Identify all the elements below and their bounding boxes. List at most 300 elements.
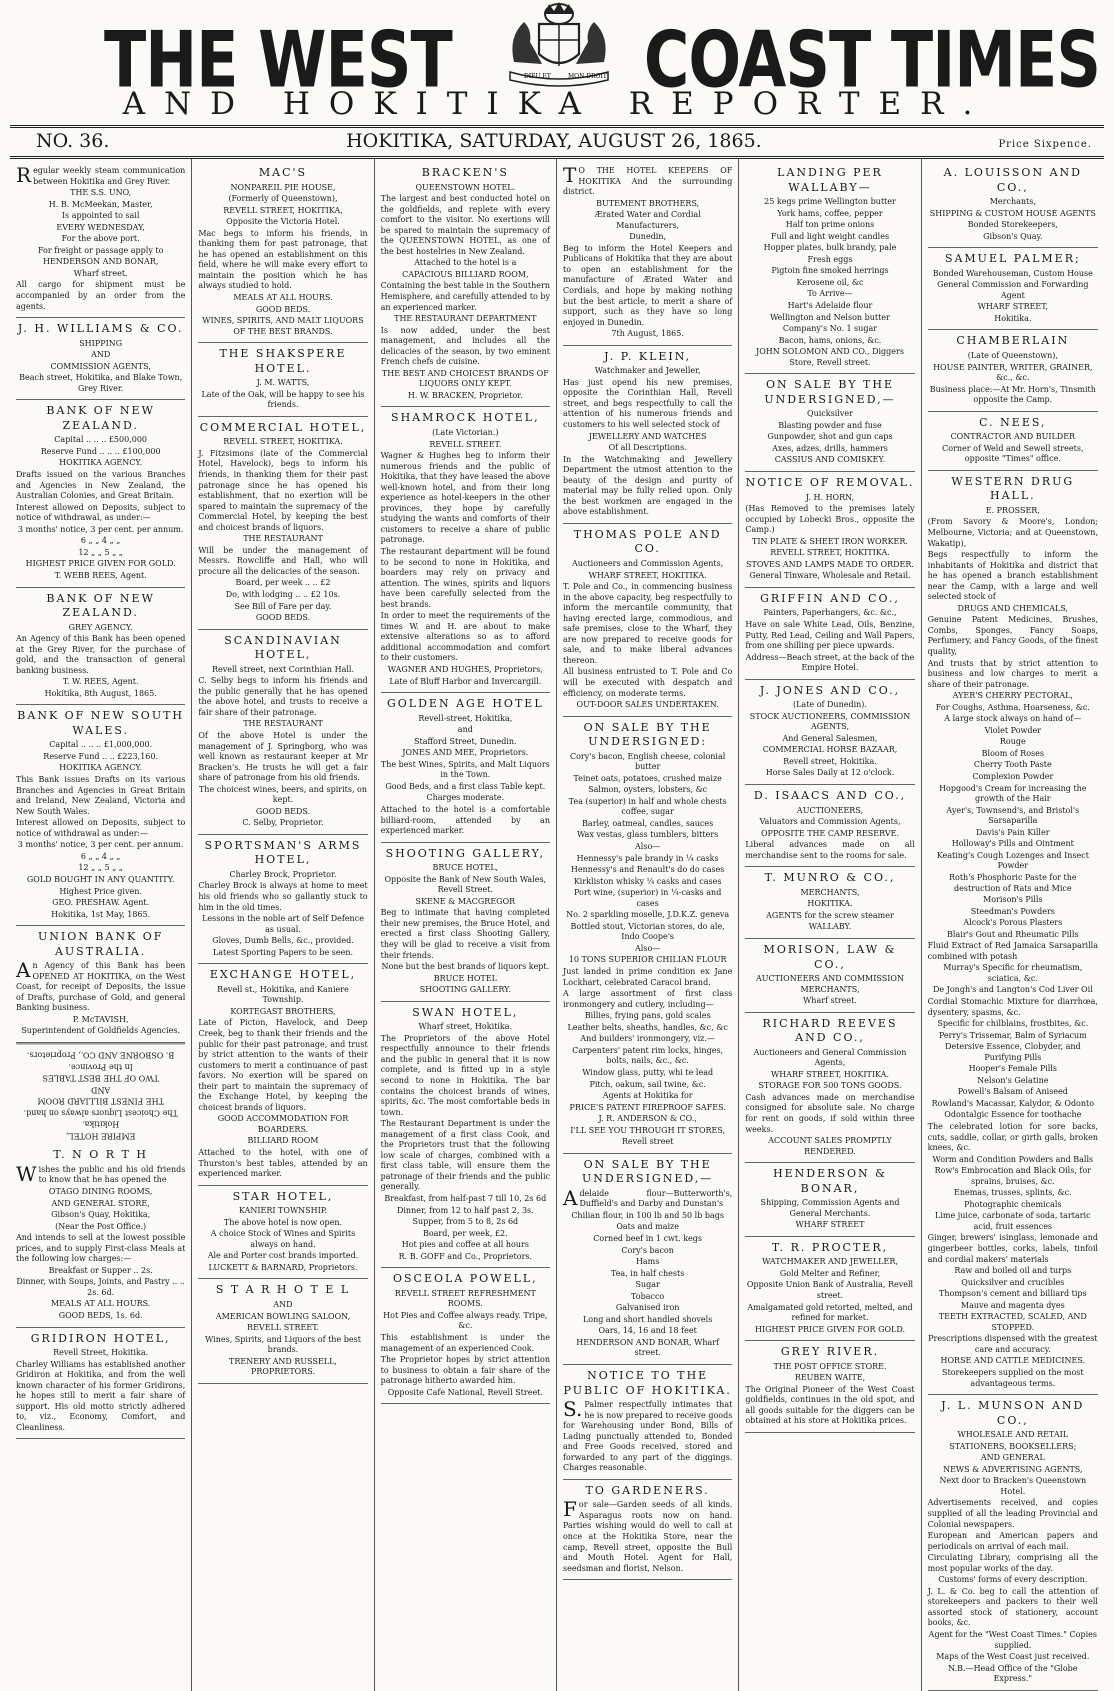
advertisement-line: Fluid Extract of Red Jamaica Sarsaparilla combined with potash: [927, 941, 1098, 961]
advertisement-line: Murray's Specific for rheumatism, sciatica, &c.: [943, 963, 1083, 983]
advertisement: [563, 1154, 732, 1365]
advertisement-line: All cargo for shipment must be accompanied by an order from the agents.: [16, 280, 186, 311]
advertisement-line: Bonded Warehouseman, Custom House: [932, 268, 1093, 278]
advertisement-line: Reserve Fund .. .. £223,160.: [43, 751, 159, 761]
advertisement: [745, 1163, 914, 1237]
advertisement-line: Hokitika, 1st May, 1865.: [51, 909, 151, 919]
advertisement-heading: BANK OF NEW ZEALAND.: [46, 404, 155, 432]
masthead-title-right: COAST TIMES: [643, 14, 1100, 106]
advertisement-line: WHOLESALE AND RETAIL: [957, 1430, 1069, 1440]
advertisement-line: Dinner, from 12 to half past 2, 3s.: [396, 1205, 534, 1215]
advertisement: [745, 472, 914, 588]
advertisement-line: Adelaide flour—Butterworth's, Duffield's and Darby and Dunstan's: [562, 1185, 733, 1210]
page-columns: [10, 159, 1104, 1684]
advertisement-line: A large stock always on hand of—: [944, 714, 1082, 724]
advertisement-line: Bacon, hams, onions, &c.: [778, 335, 882, 345]
advertisement-line: Charley Brock is always at home to meet his old friends who so gallantly stuck to him in the old times.: [198, 881, 368, 912]
advertisement-line: THE RESTAURANT DEPARTMENT: [394, 314, 537, 324]
advertisement-line: Wharf street.: [803, 996, 857, 1006]
advertisement-line: Complexion Powder: [972, 772, 1054, 782]
advertisement-line: GOOD BEDS.: [255, 304, 311, 314]
advertisement: [745, 867, 914, 939]
advertisement-line: 3 months' notice, 3 per cent. per annum.: [17, 840, 184, 850]
advertisement-line: C. Selby begs to inform his friends and the public generally that he has opened the above hotel, and trusts to receive a fair share of their patronage.: [198, 676, 368, 717]
advertisement-line: Board, per week, £2.: [422, 1228, 508, 1238]
advertisement-heading: TO GARDENERS.: [585, 1483, 710, 1497]
advertisement-line: AND: [91, 1085, 111, 1095]
advertisement-line: J. Fitzsimons (late of the Commercial Hotel, Havelock), begs to inform his friends, in thanking them for their past patronage since he has opened his establishment, that no exertion will be spared to maintain the supremacy of the Commercial Hotel, by keeping the best and choicest brands of liquors.: [198, 448, 368, 532]
advertisement-line: Attached to the hotel is a: [414, 258, 517, 268]
advertisement-line: Gunpowder, shot and gun caps: [767, 432, 893, 442]
advertisement-line: Steedman's Powders: [970, 906, 1055, 916]
advertisement: [563, 524, 732, 717]
advertisement-heading: J. P. KLEIN,: [604, 349, 692, 363]
advertisement-line: THE RESTAURANT: [243, 719, 323, 729]
advertisement-heading: OSCEOLA POWELL,: [393, 1272, 538, 1286]
advertisement-line: REVELL STREET, HOKITIKA.: [223, 437, 343, 447]
advertisement-line: HIGHEST PRICE GIVEN FOR GOLD.: [754, 1324, 906, 1334]
column-4: [557, 159, 739, 1691]
advertisement-line: WAGNER AND HUGHES, Proprietors,: [387, 665, 543, 674]
advertisement-line: Billies, frying pans, gold scales: [584, 1011, 711, 1021]
advertisement-line: Hokitika, 8th August, 1865.: [44, 688, 157, 698]
advertisement-heading: D. ISAACS AND CO.,: [753, 789, 907, 803]
advertisement-line: Kirkliston whisky ¼ casks and cases: [573, 876, 722, 886]
advertisement-heading: SHAMROCK HOTEL,: [391, 411, 540, 425]
advertisement: [16, 318, 185, 400]
advertisement-heading: ON SALE BY THE UNDERSIGNED,—: [764, 378, 896, 406]
advertisement-line: WALLABY.: [808, 922, 852, 932]
advertisement-line: Watchmaker and Jeweller,: [594, 366, 701, 376]
advertisement-line: HOUSE PAINTER, WRITER, GRAINER, &c., &c.: [933, 362, 1093, 383]
advertisement-heading: THOMAS POLE AND CO.: [573, 527, 722, 556]
advertisement-line: Opposite Cafe National, Revell Street.: [387, 1387, 543, 1397]
advertisement-line: WHARF STREET, HOKITIKA.: [770, 1069, 889, 1079]
advertisement-line: Tea (superior) in half and whole chests coffee, sugar: [568, 796, 727, 817]
advertisement-line: Enemas, trusses, splints, &c.: [953, 1188, 1072, 1198]
advertisement-heading: ON SALE BY THE UNDERSIGNED,—: [582, 1157, 714, 1186]
advertisement-line: 25 kegs prime Wellington butter: [764, 197, 896, 207]
advertisement-line: An Agency of this Bank has been opened at the Grey River, for the purchase of gold, and the transaction of general banking business.: [16, 634, 186, 675]
advertisement-line: Lime juice, carbonate of soda, tartaric acid, fruit essences: [935, 1211, 1091, 1231]
advertisement-line: Containing the best table in the Southern Hemisphere, and carefully attended to by an experienced marker.: [380, 281, 550, 312]
advertisement-line: E. PROSSER,: [985, 505, 1040, 515]
advertisement-line: THE S.S. UNO,: [70, 188, 132, 198]
advertisement-line: NONPAREIL PIE HOUSE,: [230, 182, 336, 192]
advertisement-line: WINES, SPIRITS, AND MALT LIQUORS OF THE BEST BRANDS.: [202, 316, 364, 336]
advertisement: [745, 1341, 914, 1433]
advertisement-line: Business place:—At Mr. Horn's, Tinsmith opposite the Camp.: [929, 384, 1096, 405]
advertisement: [563, 346, 732, 524]
advertisement-line: Rowland's Macassar, Kalydor, & Odonto: [931, 1098, 1095, 1108]
advertisement-line: MEALS AT ALL HOURS.: [233, 292, 333, 302]
advertisement-line: The choicest wines, beers, and spirits, on kept.: [198, 784, 368, 805]
advertisement-heading: T. MUNRO & CO.,: [764, 871, 896, 885]
advertisement-line: For sale—Garden seeds of all kinds. Asparagus roots now on hand. Parties wishing would do well to call at once at the Hokitika Store, near the camp, Revell street, opposite the Bull and Mouth Hotel. Agent for Hall, seedsman and florist, Nelson.: [562, 1497, 733, 1573]
advertisement-heading: ON SALE BY THE UNDERSIGNED:: [583, 720, 712, 749]
advertisement: [563, 1365, 732, 1480]
advertisement-line: KORTEGAST BROTHERS,: [230, 1006, 336, 1016]
advertisement-line: 6 „ „ 4 „ „: [80, 536, 121, 546]
advertisement: [563, 162, 732, 346]
advertisement-line: HENDERSON AND BONAR,: [42, 257, 159, 267]
column-1: [10, 159, 192, 1691]
advertisement-line: COMMERCIAL HORSE BAZAAR,: [762, 745, 898, 755]
advertisement-line: T. Pole and Co., in commencing business in the above capacity, beg respectfully to inform the mercantile community, that having erected large, commodious, and safe premises, close to the Wharf, they are now prepared to receive goods for sale, and to make liberal advances thereon.: [562, 582, 733, 665]
advertisement-line: Wagner & Hughes beg to inform their numerous friends and the public of Hokitika, that they have leased the above well-known hotel, and from their long experience as hotel-keepers in the other provinces, they hope by carefully studying the wants and comforts of their customers to receive a share of public patronage.: [380, 451, 550, 545]
advertisement-line: And intends to sell at the lowest possible prices, and to supply First-class Meals at the following low charges:—: [16, 1233, 186, 1264]
advertisement-line: General Tinware, Wholesale and Retail.: [749, 571, 911, 581]
advertisement-line: Hopper plates, bulk brandy, pale: [763, 243, 897, 253]
advertisement-heading: HENDERSON & BONAR,: [773, 1167, 887, 1195]
advertisement-line: MEALS AT ALL HOURS.: [50, 1299, 151, 1309]
advertisement-line: 12 „ „ 5 „ „: [78, 547, 123, 557]
advertisement: [198, 343, 367, 417]
advertisement-line: Revell street: [621, 1137, 674, 1147]
advertisement: [198, 964, 367, 1185]
advertisement-heading: LANDING PER WALLABY—: [777, 166, 883, 194]
advertisement: [563, 1480, 732, 1580]
advertisement-line: Dinner, with Soups, Joints, and Pastry .. .. 2s. 6d.: [16, 1277, 185, 1297]
advertisement-line: AGENTS for the screw steamer: [766, 910, 894, 920]
advertisement-line: (Has Removed to the premises lately occupied by Lobecki Bros., opposite the Camp.): [745, 504, 915, 535]
advertisement-line: BRUCE HOTEL: [433, 973, 497, 983]
advertisement-heading: J. JONES AND CO.,: [759, 683, 901, 697]
advertisement-line: Alcock's Porous Plasters: [963, 918, 1063, 928]
advertisement-heading: T. N O R T H: [53, 1148, 148, 1162]
advertisement-line: KANIERI TOWNSHIP.: [238, 1206, 328, 1216]
advertisement-line: SHOOTING GALLERY.: [419, 985, 511, 995]
column-6: [922, 159, 1104, 1691]
advertisement-line: Worm and Condition Powders and Balls: [932, 1154, 1094, 1164]
advertisement-line: Kerosene oil, &c: [796, 277, 864, 287]
advertisement-line: R. B. GOFF and Co., Proprietors.: [398, 1251, 533, 1261]
advertisement-line: Quicksilver and crucibles: [961, 1277, 1065, 1287]
advertisement-line: Capital .. .. .. £500,000: [54, 435, 148, 445]
dateline: [10, 125, 1104, 159]
advertisement-line: Stafford Street, Dunedin.: [414, 736, 517, 746]
advertisement-line: AMERICAN BOWLING SALOON,: [215, 1311, 351, 1321]
advertisement-line: Rouge: [999, 737, 1026, 747]
advertisement: [745, 1013, 914, 1164]
advertisement-line: GOOD BEDS.: [255, 806, 311, 816]
advertisement-heading: T. R. PROCTER,: [771, 1240, 889, 1254]
advertisement-line: Cory's bacon, English cheese, colonial butter: [569, 751, 726, 772]
advertisement-line: Good Beds, and a first class Table kept.: [385, 781, 546, 791]
advertisement-heading: STAR HOTEL,: [232, 1189, 334, 1203]
advertisement-line: Tobacco: [631, 1291, 665, 1301]
advertisement-heading: THE SHAKSPERE HOTEL.: [219, 347, 347, 375]
advertisement: [16, 400, 185, 587]
advertisement-line: Hokitika.: [82, 1119, 120, 1129]
advertisement-line: Late of Picton, Havelock, and Deep Creek, beg to thank their friends and the public for their past patronage, and trust by strict attention to the wants of their customers to merit a continuance of past favors. No exertion will be spared on their part to maintain the supremacy of the Exchange Hotel, by keeping the choicest brands of liquors.: [198, 1018, 368, 1112]
advertisement-line: Wellington and Nelson butter: [770, 312, 890, 322]
advertisement-line: Supper, from 5 to 8, 2s 6d: [412, 1217, 519, 1227]
advertisement-line: Blasting powder and fuse: [778, 420, 882, 430]
advertisement-line: Highest Price given.: [59, 886, 142, 896]
advertisement-line: Nelson's Gelatine: [977, 1075, 1049, 1085]
advertisement-line: The above hotel is now open.: [223, 1217, 343, 1227]
advertisement-line: Hennessy's and Renault's do do cases: [570, 865, 725, 875]
advertisement-line: Teinet oats, potatoes, crushed maize: [573, 773, 722, 783]
advertisement-line: Cherry Tooth Paste: [973, 760, 1052, 770]
advertisement-line: Quicksilver: [807, 409, 853, 419]
advertisement-heading: S T A R H O T E L: [215, 1283, 351, 1297]
advertisement-line: In the Watchmaking and Jewellery Department the utmost attention to the beauty of the design and purity of material may be fully relied upon. Only the best workmen are engaged in the above establishment.: [562, 454, 733, 517]
advertisement: [16, 1144, 185, 1327]
advertisement-line: Hokitika.: [994, 313, 1032, 323]
advertisement-line: Davis's Pain Killer: [976, 827, 1050, 837]
advertisement-line: THE POST OFFICE STORE.: [773, 1361, 887, 1371]
advertisement-line: Charley Brock, Proprietor.: [229, 869, 337, 879]
advertisement-line: Hopgood's Cream for increasing the growth of the Hair: [939, 783, 1087, 804]
advertisement-line: Latest Sporting Papers to be seen.: [212, 947, 354, 957]
advertisement-line: JOHN SOLOMON AND CO., Diggers Store, Revell street.: [756, 347, 904, 367]
advertisement-line: Board, per week .. .. £2: [235, 578, 331, 588]
advertisement-heading: GRIFFIN AND CO.,: [760, 591, 900, 605]
advertisement-line: This Bank issues Drafts on its various Branches and Agencies in Great Britain and Ireland, New Zealand, Victoria and New South Wales.: [16, 775, 186, 816]
advertisement-line: Next door to Bracken's Queenstown Hotel.: [939, 1476, 1087, 1496]
advertisement-line: Charley Williams has established another Gridiron at Hokitika, and from the well known character of his former Gridirons, he hopes still to merit a fair share of support. His old motto strictly adhered to, viz., Economy, Comfort, and Cleanliness.: [16, 1359, 186, 1432]
advertisement-line: (Late Victorian.): [432, 427, 499, 437]
advertisement: [928, 412, 1098, 471]
advertisement-line: An Agency of this Bank has been OPENED AT HOKITIKA, on the West Coast, for receipt of Deposits, the issue of Drafts, purchase of Gold, and general Banking business.: [16, 958, 186, 1013]
advertisement-line: REVELL STREET, HOKITIKA.: [770, 548, 890, 558]
advertisement-line: And General Salesmen,: [782, 733, 878, 743]
advertisement-line: Axes, adzes, drills, hammers: [772, 443, 888, 453]
advertisement-line: N.B.—Head Office of the "Globe Express.": [948, 1663, 1078, 1684]
advertisement-heading: MAC'S: [258, 166, 308, 179]
advertisement-line: CAPACIOUS BILLIARD ROOM,: [402, 269, 529, 279]
advertisement-line: Wishes the public and his old friends to know that he has opened the: [16, 1161, 186, 1186]
advertisement-line: Gold Melter and Refiner,: [779, 1268, 881, 1278]
advertisement-line: Hooper's Female Pills: [968, 1064, 1057, 1074]
advertisement-line: Interest allowed on Deposits, subject to notice of withdrawal as under:—: [16, 818, 186, 838]
advertisement-heading: UNION BANK OF AUSTRALIA.: [37, 930, 164, 958]
advertisement-line: Beach street, Hokitika, and Blake Town, Grey River.: [19, 373, 183, 393]
advertisement-line: Beg to intimate that having completed their new premises, the Bruce Hotel, and erected a first class Shooting Gallery, they will be glad to receive a visit from their friends.: [380, 908, 550, 960]
advertisement-line: Revell street, next Corinthian Hall.: [211, 664, 354, 674]
advertisement-heading: C. NEES,: [979, 415, 1047, 429]
advertisement-line: Of all Descriptions.: [608, 443, 687, 453]
advertisement-line: Is now added, under the best management, and includes all the delicacies of the season, by two eminent French chefs de cuisine.: [380, 325, 550, 367]
advertisement-line: TIN PLATE & SHEET IRON WORKER.: [752, 536, 908, 546]
advertisement-line: 6 „ „ 4 „ „: [80, 851, 121, 861]
advertisement-line: Advertisements received, and copies supplied of all the leading Provincial and Colonial newspapers.: [927, 1498, 1098, 1529]
advertisement-line: Window glass, putty, whi te lead: [582, 1067, 714, 1077]
advertisement-line: Bonded Storekeepers,: [967, 220, 1058, 230]
advertisement-line: Corner of Weld and Sewell streets, opposite "Times" office.: [942, 443, 1084, 464]
advertisement-line: HENDERSON AND BONAR, Wharf street.: [576, 1337, 720, 1358]
advertisement-heading: NOTICE OF REMOVAL.: [745, 476, 915, 489]
advertisement-heading: EXCHANGE HOTEL,: [209, 968, 357, 982]
advertisement-line: Carpenters' patent rim locks, hinges, bolts, nails, &c., &c.: [572, 1045, 724, 1066]
advertisement-line: REVELL STREET, HOKITIKA,: [223, 205, 343, 215]
advertisement-line: Company's No. 1 sugar: [782, 324, 878, 334]
advertisement-line: The Proprietor hopes by strict attention to business to obtain a fair share of the patronage hitherto awarded him.: [380, 1355, 550, 1386]
crest-motto-right: MON DROIT: [568, 73, 607, 80]
advertisement: [381, 843, 550, 1002]
advertisement: [198, 1186, 367, 1280]
advertisement-line: Chilian flour, in 100 lb and 50 lb bags: [571, 1210, 724, 1220]
advertisement-line: STOVES AND LAMPS MADE TO ORDER.: [746, 559, 914, 569]
advertisement-line: Drafts issued on the various Branches and Agencies in New Zealand, the Australian Colonies, and Great Britain.: [16, 470, 186, 501]
advertisement-line: Ale and Porter cost brands imported.: [207, 1251, 359, 1261]
advertisement: [16, 162, 185, 318]
advertisement-heading: SPORTSMAN'S ARMS HOTEL,: [204, 838, 362, 867]
advertisement-line: HOKITIKA AGENCY.: [59, 458, 143, 468]
advertisement-line: (Late of Queenstown),: [967, 350, 1058, 360]
advertisement: [928, 471, 1098, 1395]
advertisement-line: Sugar: [635, 1280, 660, 1290]
advertisement-line: THE FINEST BILLIARD ROOM: [37, 1096, 164, 1106]
advertisement-line: J. R. ANDERSON & CO.,: [598, 1114, 697, 1124]
advertisement-line: And trusts that by strict attention to business and low charges to merit a share of their patronage.: [927, 658, 1098, 689]
advertisement-line: CASSIUS AND COMISKEY.: [774, 455, 886, 465]
advertisement-line: Wharf street.: [73, 268, 128, 278]
advertisement-line: ACCOUNT SALES PROMPTLY RENDERED.: [768, 1136, 892, 1156]
advertisement-heading: MORISON, LAW & CO.,: [763, 942, 897, 971]
advertisement-line: Merchants,: [989, 197, 1036, 207]
advertisement-line: Salmon, oysters, lobsters, &c: [588, 785, 708, 795]
advertisement-line: The celebrated lotion for sore backs, cuts, saddle, collar, or girth galls, broken knees, &c.: [927, 1121, 1098, 1153]
advertisement-line: Superintendent of Goldfields Agencies.: [21, 1026, 181, 1036]
advertisement-line: GREY AGENCY.: [68, 622, 133, 632]
advertisement-line: Hennessy's pale brandy in ¼ casks: [576, 853, 719, 863]
advertisement-line: Circulating Library, comprising all the most popular works of the day.: [927, 1553, 1098, 1573]
advertisement-line: I'LL SEE YOU THROUGH IT STORES,: [570, 1125, 726, 1135]
advertisement-line: NEWS & ADVERTISING AGENTS,: [943, 1464, 1083, 1474]
advertisement-line: Long and short handled shovels: [582, 1314, 713, 1324]
advertisement: [16, 926, 185, 1043]
crest-motto-left: DIEU ET: [524, 73, 551, 80]
advertisement-line: European and American papers and periodicals on arrival of each mail.: [927, 1531, 1098, 1551]
advertisement-line: Shipping, Commission Agents and General Merchants.: [760, 1198, 900, 1218]
advertisement-line: Roth's Phosphoric Paste for the destruction of Rats and Mice: [948, 872, 1077, 893]
advertisement-line: A large assortment of first class ironmongery and cutlery, including—: [562, 989, 733, 1009]
advertisement-line: REVELL STREET.: [247, 1323, 319, 1333]
advertisement-line: Customs' forms of every description.: [938, 1575, 1088, 1585]
advertisement: [381, 407, 550, 693]
advertisement-line: EMPIRE HOTEL,: [65, 1131, 136, 1141]
advertisement-line: Gibson's Quay, Hokitika,: [51, 1210, 151, 1220]
advertisement-heading: A. LOUISSON AND CO.,: [943, 166, 1082, 194]
advertisement-line: 3 months' notice, 3 per cent. per annum.: [17, 524, 184, 534]
advertisement: [16, 1043, 185, 1144]
advertisement-line: GOOD BEDS.: [255, 613, 311, 623]
advertisement: [745, 588, 914, 680]
advertisement: [745, 785, 914, 867]
advertisement-line: De Jongh's and Langton's Cod Liver Oil: [932, 985, 1093, 995]
advertisement: [198, 630, 367, 835]
advertisement-line: Attached to the hotel is a comfortable billiard-room, attended by an experienced marker.: [380, 804, 550, 836]
advertisement-line: Cash advances made on merchandise consigned for absolute sale. No charge for rent on goods, if sold within three weeks.: [745, 1092, 915, 1134]
advertisement-line: OTAGO DINING ROOMS,: [48, 1186, 153, 1196]
advertisement-line: T. WEBB REES, Agent.: [54, 570, 147, 580]
advertisement-line: Detersive Essence, Clobyder, and Purifying Pills: [944, 1042, 1081, 1062]
advertisement-line: BUTEMENT BROTHERS,: [596, 198, 700, 208]
advertisement-line: Have on sale White Lead, Oils, Benzine, Putty, Red Lead, Ceiling and Wall Papers, from one shilling per piece upwards.: [745, 619, 915, 651]
advertisement-line: Gloves, Dumb Bells, &c., provided.: [212, 936, 354, 946]
advertisement-line: Ayer's, Townsend's, and Bristol's Sarsaparilla: [946, 805, 1080, 826]
advertisement: [381, 1268, 550, 1404]
advertisement-line: Fresh eggs: [807, 254, 853, 264]
advertisement-line: The largest and best conducted hotel on the goldfields, and replete with every comfort to the visitor. No exertions will be spared to maintain the supremacy of the QUEENSTOWN HOTEL, as one of the best hostelries in New Zealand.: [380, 194, 550, 256]
advertisement-line: Cory's bacon: [621, 1245, 674, 1255]
advertisement-line: HIGHEST PRICE GIVEN FOR GOLD.: [25, 559, 176, 569]
advertisement-line: The best Wines, Spirits, and Malt Liquors in the Town.: [380, 759, 550, 780]
advertisement-line: TEETH EXTRACTED, SCALED, AND STOPPED.: [938, 1312, 1087, 1332]
advertisement-line: REUBEN WAITE,: [794, 1373, 866, 1383]
advertisement-line: Opposite the Victoria Hotel.: [226, 217, 340, 227]
advertisement-line: All business entrusted to T. Pole and Co will be executed with despatch and efficiency, on moderate terms.: [562, 667, 733, 698]
advertisement-line: P. McTAVISH,: [72, 1014, 129, 1024]
advertisement-line: Photographic chemicals: [964, 1199, 1062, 1209]
advertisement-line: And builders' ironmongery, viz.—: [580, 1034, 715, 1044]
advertisement-line: LUCKETT & BARNARD, Proprietors.: [208, 1262, 358, 1272]
advertisement-line: Revell-street, Hokitika,: [418, 713, 513, 723]
advertisement-line: Do, with lodging .. .. £2 10s.: [225, 590, 341, 600]
advertisement-line: Morison's Pills: [983, 895, 1043, 905]
advertisement-line: In order to meet the requirements of the times W. and H. are about to make extensive alterations so as to afford additional accommodation and comfort to their customers.: [380, 611, 550, 663]
advertisement-line: This establishment is under the management of an experienced Cook.: [380, 1332, 550, 1353]
royal-crest-icon: [504, 2, 614, 86]
advertisement-line: To Arrive—: [807, 289, 853, 299]
advertisement-line: Breakfast or Supper .. 2s.: [48, 1265, 153, 1275]
advertisement-heading: NOTICE TO THE PUBLIC OF HOKITIKA.: [563, 1369, 732, 1397]
advertisement: [928, 1395, 1098, 1691]
advertisement-line: 10 TONS SUPERIOR CHILIAN FLOUR: [568, 955, 727, 965]
advertisement-line: Galvanised iron: [615, 1303, 680, 1313]
advertisement: [198, 1279, 367, 1383]
advertisement: [198, 162, 367, 343]
advertisement-line: Wharf street, Hokitika.: [418, 1022, 513, 1032]
advertisement-line: Maps of the West Coast just received.: [936, 1652, 1090, 1662]
advertisement: [16, 588, 185, 706]
advertisement-line: GOLD BOUGHT IN ANY QUANTITY.: [26, 874, 175, 884]
advertisement-line: AND GENERAL: [980, 1453, 1045, 1463]
issue-price: Price Sixpence.: [998, 139, 1092, 150]
advertisement-line: SHIPPING: [79, 338, 123, 348]
advertisement-line: Painters, Paperhangers, &c. &c.,: [763, 608, 897, 618]
advertisement-line: H. W. BRACKEN, Proprietor.: [407, 390, 523, 400]
advertisement-line: AUCTIONEERS,: [796, 805, 864, 815]
advertisement-line: (Late of Dunedin).: [793, 700, 867, 710]
advertisement-line: Interest allowed on Deposits, subject to notice of withdrawal, as under:—: [16, 502, 186, 523]
advertisement-line: B. OSBORNE AND CO., Proprietors.: [27, 1050, 175, 1060]
advertisement-heading: BANK OF NEW SOUTH WALES.: [17, 709, 185, 737]
advertisement-line: Thompson's cement and billiard tips: [939, 1289, 1087, 1299]
advertisement-line: QUEENSTOWN HOTEL.: [415, 182, 516, 192]
advertisement-line: GEO. PRESHAW. Agent.: [52, 898, 150, 908]
masthead: [0, 0, 1114, 125]
advertisement-line: 7th August, 1865.: [611, 329, 684, 339]
advertisement-line: Also—: [635, 943, 661, 953]
advertisement-line: Agent for the "West Coast Times." Copies supplied.: [928, 1629, 1097, 1650]
advertisement-line: BRUCE HOTEL,: [432, 863, 499, 873]
advertisement: [198, 835, 367, 964]
advertisement-line: Ginger, brewers' isinglass, lemonade and gingerbeer bottles, corks, labels, tinfoil and cordial makers' materials: [927, 1233, 1098, 1264]
advertisement-line: Late of the Oak, will be happy to see his friends.: [201, 389, 365, 410]
advertisement-line: AND: [273, 1299, 293, 1309]
advertisement-line: J. M. WATTS,: [256, 378, 310, 388]
advertisement-line: and: [457, 725, 473, 735]
advertisement-heading: SHOOTING GALLERY,: [385, 846, 546, 860]
advertisement: [381, 693, 550, 843]
advertisement-heading: CHAMBERLAIN: [956, 334, 1070, 348]
advertisement-line: The Restaurant Department is under the management of a first class Cook, and the Proprietors trust that the following low scale of charges, combined with a first class table, will ensure them the patronage of their friends and the public generally.: [380, 1119, 550, 1192]
issue-number: NO. 36.: [36, 130, 110, 152]
